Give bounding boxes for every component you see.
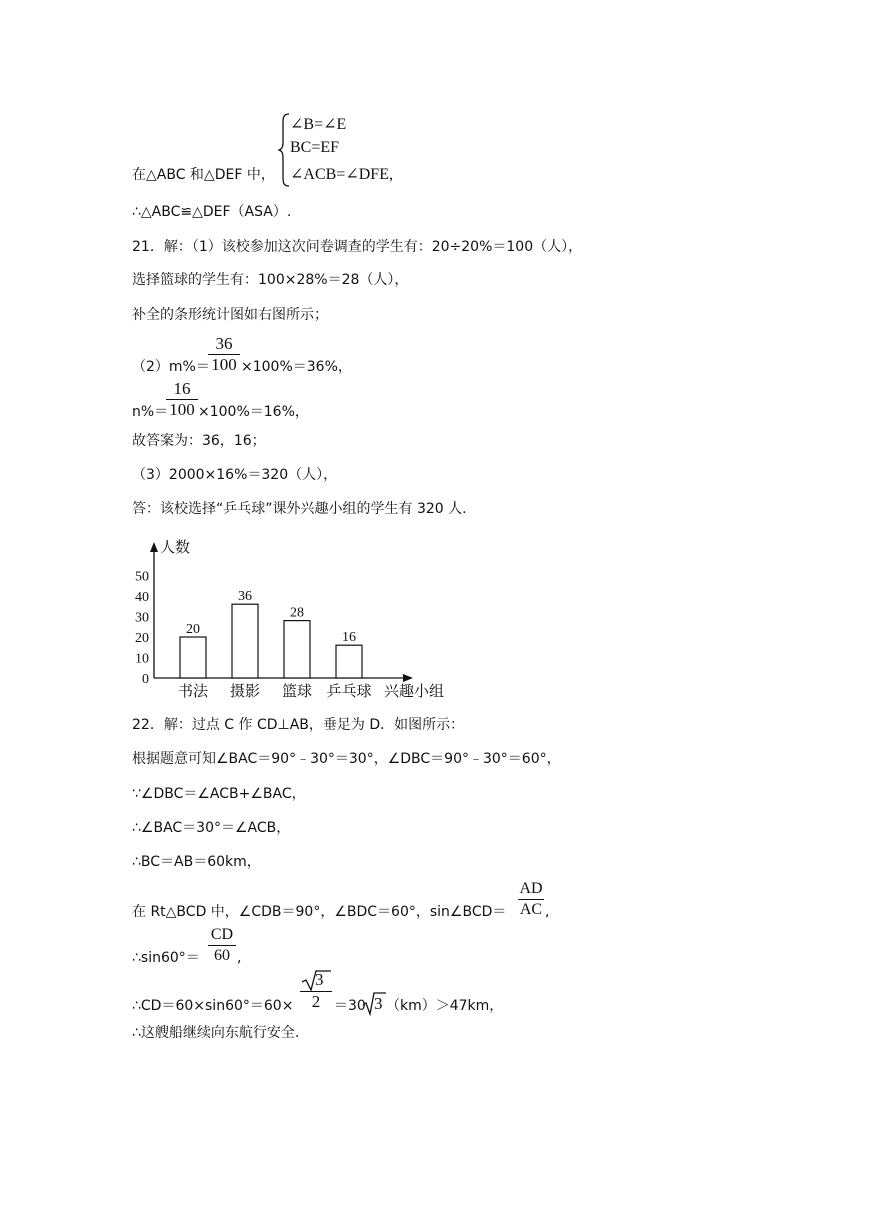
condition-1: ∠B=∠E (290, 116, 347, 133)
bar (180, 637, 206, 678)
q22-line7-prefix: ∴sin60°＝ (132, 950, 200, 966)
q22-line9: ∴这艘船继续向东航行安全. (132, 1025, 300, 1041)
q21-m-suffix: ×100%＝36%， (241, 359, 352, 375)
y-axis-arrow-icon (150, 542, 158, 552)
q22-line4: ∴∠BAC＝30°＝∠ACB， (132, 820, 291, 836)
ad-over-ac-fraction (518, 879, 544, 920)
bar-chart (128, 532, 468, 702)
sqrt3-over-2-fraction (300, 969, 332, 1012)
data-label: 20 (186, 622, 200, 637)
q21-answer-line: 故答案为：36，16； (132, 433, 266, 449)
fraction-denominator-60: 60 (214, 947, 230, 964)
q22-line8-mid: ＝30 (334, 998, 366, 1014)
sqrt3-radical (362, 990, 386, 1016)
proof-intro: 在△ABC 和△DEF 中， (132, 167, 275, 183)
data-label: 28 (290, 605, 304, 621)
y-tick-label: 50 (135, 569, 149, 585)
bar (336, 645, 362, 678)
y-tick-label: 0 (142, 672, 149, 687)
condition-3: ∠ACB=∠DFE, (290, 166, 393, 183)
q22-line6-prefix: 在 Rt△BCD 中，∠CDB＝90°，∠BDC＝60°，sin∠BCD＝ (132, 904, 507, 920)
proof-conclusion: ∴△ABC≌△DEF（ASA）. (132, 204, 292, 220)
y-tick-label: 20 (135, 631, 149, 646)
category-label: 篮球 (281, 684, 313, 700)
m-fraction-numerator: 36 (215, 334, 233, 353)
q21-line2: 选择篮球的学生有：100×28%＝28（人）， (132, 272, 409, 288)
fraction-numerator-sqrt3 (300, 969, 332, 991)
q22-line5: ∴BC＝AB＝60km， (132, 854, 261, 870)
m-fraction (208, 334, 240, 375)
q22-line6-suffix: , (545, 904, 550, 920)
q21-line3: 补全的条形统计图如右图所示； (132, 307, 328, 323)
data-label: 36 (238, 589, 252, 605)
q21-final-answer: 答：该校选择“乒乓球”课外兴趣小组的学生有 320 人. (132, 501, 467, 517)
q22-line7-suffix: , (237, 950, 242, 966)
q21-calc-line: （3）2000×16%＝320（人）， (132, 467, 338, 483)
fraction-numerator-cd: CD (210, 926, 234, 943)
category-label: 书法 (177, 684, 209, 700)
n-fraction (166, 379, 198, 420)
y-tick-label: 40 (135, 590, 149, 605)
q22-line3: ∵∠DBC＝∠ACB+∠BAC， (132, 786, 306, 802)
y-tick-label: 30 (135, 610, 149, 626)
category-label: 乒乓球 (326, 684, 372, 700)
y-axis-label: 人数 (160, 540, 191, 556)
q21-m-prefix: （2）m%＝ (132, 359, 210, 375)
n-fraction-numerator: 16 (173, 379, 191, 398)
q22-line8-prefix: ∴CD＝60×sin60°＝60× (132, 998, 294, 1014)
bar (284, 621, 310, 678)
fraction-numerator-ad: AD (519, 880, 543, 897)
x-axis-label: 兴趣小组 (384, 684, 445, 700)
q22-line8-suffix: （km）＞47km， (386, 998, 504, 1014)
radicand: 3 (315, 970, 324, 989)
cd-over-60-fraction (208, 925, 236, 966)
n-fraction-denominator: 100 (169, 400, 195, 419)
m-fraction-denominator: 100 (211, 355, 237, 374)
radicand: 3 (374, 994, 383, 1013)
q22-line2: 根据题意可知∠BAC＝90°﹣30°＝30°，∠DBC＝90°﹣30°＝60°， (132, 751, 561, 767)
q21-n-prefix: n%＝ (132, 404, 169, 420)
bar (232, 604, 258, 678)
data-label: 16 (342, 630, 356, 646)
condition-2: BC=EF (290, 139, 340, 156)
y-tick-label: 10 (135, 651, 149, 667)
x-axis-arrow-icon (403, 674, 413, 682)
fraction-denominator-ac: AC (519, 901, 543, 918)
q21-line1: 21．解：（1）该校参加这次问卷调查的学生有：20÷20%＝100（人）， (132, 239, 583, 255)
fraction-denominator-2: 2 (311, 992, 321, 1011)
q21-n-suffix: ×100%＝16%， (198, 404, 309, 420)
q22-line1: 22．解：过点 C 作 CD⊥AB，垂足为 D．如图所示： (132, 717, 465, 733)
category-label: 摄影 (229, 684, 261, 700)
